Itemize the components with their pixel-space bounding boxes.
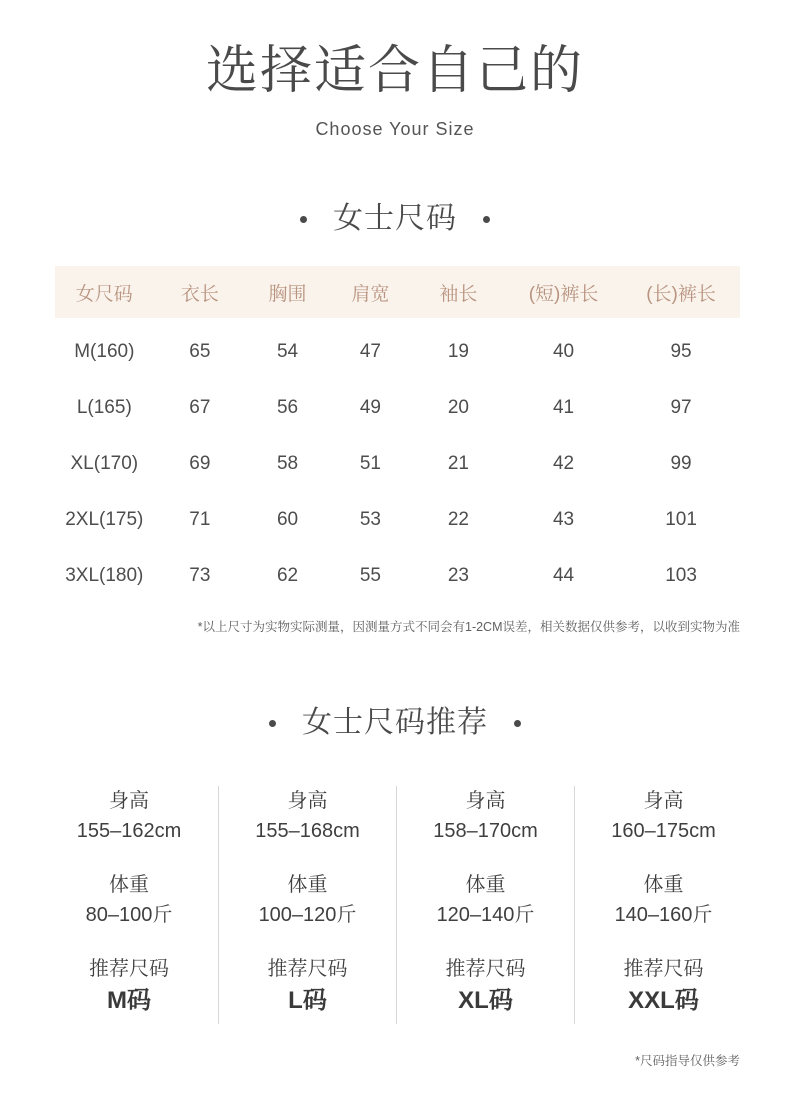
recommendation-column xyxy=(574,786,752,1024)
weight-label: 体重 xyxy=(109,874,149,896)
size-table xyxy=(55,266,740,604)
page-title: 选择适合自己的 xyxy=(205,42,584,100)
weight-group xyxy=(40,870,218,930)
section-title-label: 女士尺码 xyxy=(333,202,457,235)
height-group xyxy=(397,786,574,846)
measurement-cell: 42 xyxy=(552,453,575,474)
header-cell-garment-length: 衣长 xyxy=(180,283,219,305)
height-label: 身高 xyxy=(287,790,328,812)
size-table-container xyxy=(55,266,740,604)
recommendation-column xyxy=(218,786,396,1024)
height-label: 身高 xyxy=(465,790,506,812)
measurement-cell: 40 xyxy=(552,341,575,362)
height-value: 155–162cm xyxy=(76,820,182,842)
recommended-size-group xyxy=(40,954,218,1018)
header-cell-bust: 胸围 xyxy=(268,283,307,305)
measurement-cell: 47 xyxy=(359,341,381,362)
weight-label: 体重 xyxy=(287,874,328,896)
measurement-cell: 23 xyxy=(447,565,469,586)
measurement-cell: 43 xyxy=(552,509,575,530)
recommended-size-label: 推荐尺码 xyxy=(445,958,526,980)
weight-value: 120–140斤 xyxy=(436,904,535,926)
weight-label: 体重 xyxy=(465,874,506,896)
recommended-size-value: XXL码 xyxy=(628,987,699,1014)
measurement-cell: 19 xyxy=(447,341,469,362)
measurement-cell: 67 xyxy=(189,397,211,418)
dot-icon xyxy=(514,720,521,727)
measurement-cell: 54 xyxy=(276,341,299,362)
weight-group xyxy=(219,870,396,930)
header-cell-sleeve: 袖长 xyxy=(439,283,478,305)
measurement-cell: 56 xyxy=(276,397,299,418)
height-value: 155–168cm xyxy=(255,820,360,842)
measurement-cell: 65 xyxy=(189,341,211,362)
recommended-size-label: 推荐尺码 xyxy=(89,958,169,980)
height-label: 身高 xyxy=(643,790,684,812)
measurement-cell: 69 xyxy=(189,453,211,474)
measurement-cell: 53 xyxy=(359,509,381,530)
measurement-cell: 44 xyxy=(552,565,575,586)
recommended-size-value: XL码 xyxy=(458,987,513,1014)
recommended-size-value: M码 xyxy=(107,987,151,1014)
dot-icon xyxy=(269,720,276,727)
recommended-size-label: 推荐尺码 xyxy=(623,958,704,980)
measurement-cell: 20 xyxy=(447,397,469,418)
section-title-women-sizes xyxy=(0,198,790,240)
header-cell-shoulder: 肩宽 xyxy=(351,283,390,305)
measurement-cell: 58 xyxy=(276,453,299,474)
measurement-cell: 99 xyxy=(670,453,692,474)
recommended-size-group xyxy=(219,954,396,1018)
dot-icon xyxy=(483,216,490,223)
height-group xyxy=(575,786,752,846)
header-cell-size: 女尺码 xyxy=(75,283,133,305)
size-cell: XL(170) xyxy=(70,453,139,474)
size-guide-note: *尺码指导仅供参考 xyxy=(635,1054,740,1068)
dot-icon xyxy=(300,216,307,223)
measurement-cell: 60 xyxy=(276,509,299,530)
height-group xyxy=(40,786,218,846)
weight-value: 80–100斤 xyxy=(85,904,173,926)
measurement-cell: 103 xyxy=(665,565,697,586)
measurement-cell: 62 xyxy=(276,565,299,586)
height-label: 身高 xyxy=(109,790,149,812)
size-cell: 3XL(180) xyxy=(65,565,144,586)
table-row xyxy=(55,548,740,604)
recommended-size-group xyxy=(397,954,574,1018)
size-cell: M(160) xyxy=(74,341,135,362)
weight-label: 体重 xyxy=(643,874,684,896)
header-cell-short-pants: (短)裤长 xyxy=(528,283,599,305)
recommendation-column xyxy=(40,786,218,1024)
table-row xyxy=(55,324,740,380)
weight-group xyxy=(397,870,574,930)
measurement-cell: 71 xyxy=(189,509,211,530)
weight-value: 140–160斤 xyxy=(614,904,713,926)
measurement-cell: 97 xyxy=(670,397,692,418)
measurement-cell: 22 xyxy=(447,509,469,530)
header-cell-long-pants: (长)裤长 xyxy=(646,283,716,305)
size-cell: L(165) xyxy=(76,397,132,418)
table-header-row xyxy=(55,266,740,318)
height-group xyxy=(219,786,396,846)
size-cell: 2XL(175) xyxy=(65,509,144,530)
recommendation-column xyxy=(396,786,574,1024)
measurement-cell: 51 xyxy=(359,453,381,474)
measurement-note: *以上尺寸为实物实际测量，因测量方式不同会有1-2CM误差，相关数据仅供参考，以收到实物为准 xyxy=(197,620,740,634)
table-row xyxy=(55,380,740,436)
measurement-cell: 49 xyxy=(359,397,381,418)
measurement-cell: 21 xyxy=(447,453,469,474)
height-value: 160–175cm xyxy=(611,820,716,842)
height-value: 158–170cm xyxy=(433,820,538,842)
table-row xyxy=(55,436,740,492)
recommended-size-label: 推荐尺码 xyxy=(267,958,348,980)
measurement-cell: 55 xyxy=(359,565,381,586)
recommended-size-value: L码 xyxy=(288,987,327,1014)
section-title-size-recommendation xyxy=(0,702,790,744)
weight-value: 100–120斤 xyxy=(258,904,357,926)
recommended-size-group xyxy=(575,954,752,1018)
measurement-cell: 73 xyxy=(189,565,211,586)
measurement-cell: 95 xyxy=(670,341,692,362)
weight-group xyxy=(575,870,752,930)
table-row xyxy=(55,492,740,548)
measurement-cell: 41 xyxy=(552,397,575,418)
section-title-label: 女士尺码推荐 xyxy=(302,706,488,739)
recommendation-grid xyxy=(40,786,752,1024)
page-subtitle: Choose Your Size xyxy=(315,119,475,139)
measurement-cell: 101 xyxy=(665,509,697,530)
